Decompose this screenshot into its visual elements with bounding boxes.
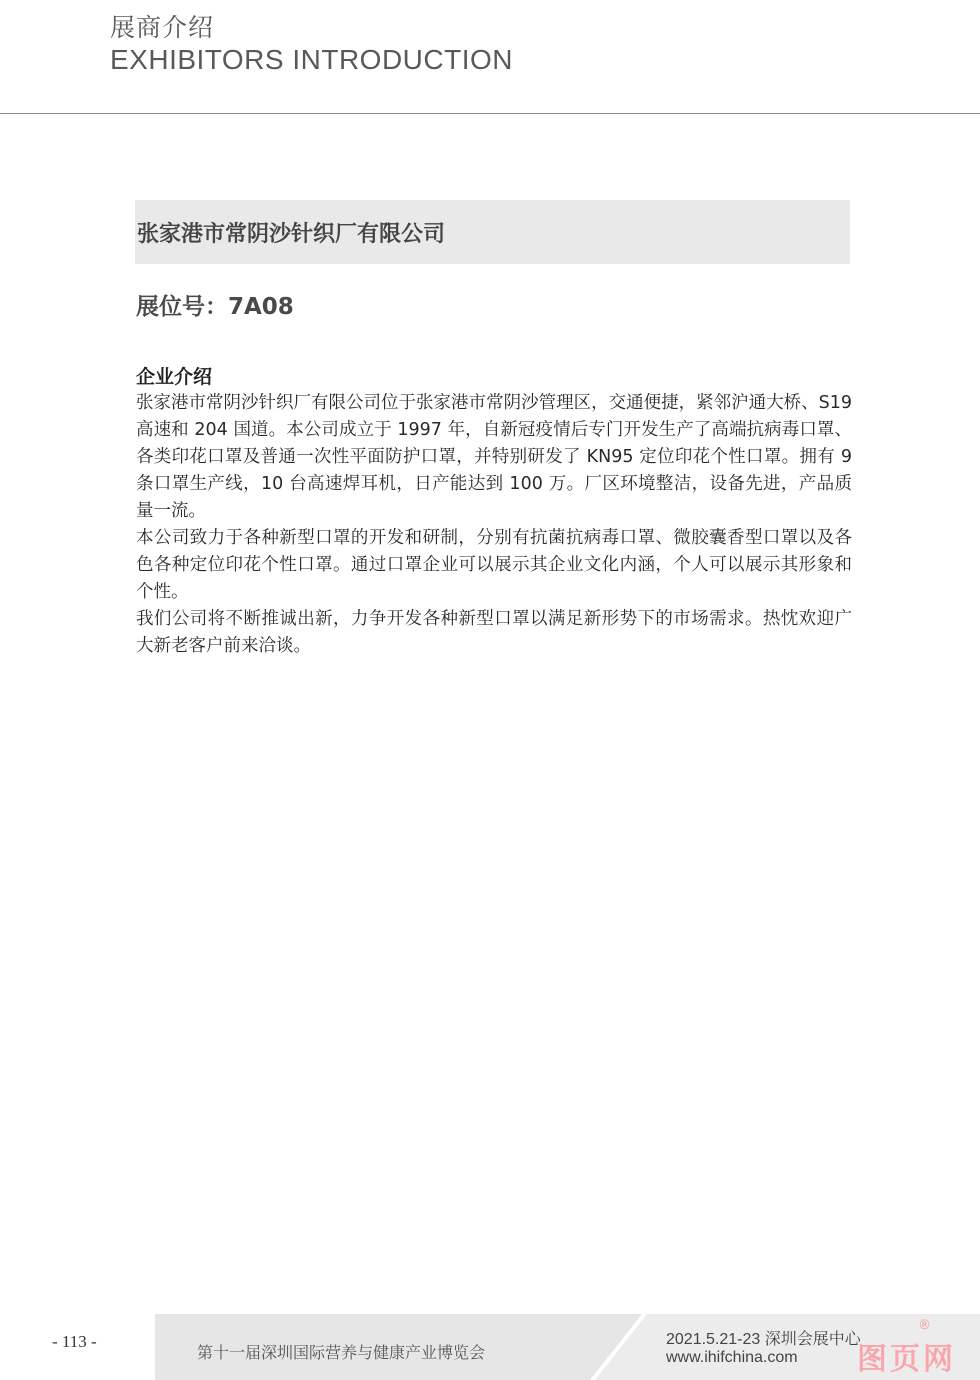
intro-paragraph: 张家港市常阴沙针织厂有限公司位于张家港市常阴沙管理区，交通便捷，紧邻沪通大桥、S19 高速和 204 国道。本公司成立于 1997 年，自新冠疫情后专门开发生产了高端抗病毒口罩、各类印花口罩及普通一次性平面防护口罩，并特别研发了 KN95 定位印花个性口罩。拥有 9 条口罩生产线，10 台高速焊耳机，日产能达到 100 万。厂区环境整洁，设备先进，产品质量一流。 bbox=[136, 393, 852, 521]
intro-body bbox=[136, 390, 852, 660]
header-divider bbox=[0, 113, 980, 114]
expo-name: 第十一届深圳国际营养与健康产业博览会 bbox=[197, 1343, 486, 1362]
company-name-band bbox=[135, 200, 850, 264]
company-name: 张家港市常阴沙针织厂有限公司 bbox=[137, 222, 446, 247]
expo-website: www.ihifchina.com bbox=[666, 1349, 798, 1366]
watermark-logo: 图页网 bbox=[857, 1342, 956, 1377]
expo-date-venue: 2021.5.21-23 深圳会展中心 bbox=[666, 1331, 861, 1348]
intro-paragraph: 本公司致力于各种新型口罩的开发和研制，分别有抗菌抗病毒口罩、微胶囊香型口罩以及各色各种定位印花个性口罩。通过口罩企业可以展示其企业文化内涵，个人可以展示其形象和个性。 bbox=[136, 528, 852, 602]
intro-paragraph: 我们公司将不断推诚出新，力争开发各种新型口罩以满足新形势下的市场需求。热忱欢迎广大新老客户前来洽谈。 bbox=[136, 609, 852, 656]
section-title-en: EXHIBITORS INTRODUCTION bbox=[110, 44, 514, 75]
intro-heading: 企业介绍 bbox=[136, 366, 213, 388]
registered-mark-icon: ® bbox=[918, 1318, 931, 1333]
booth-number: 展位号：7A08 bbox=[136, 294, 294, 320]
page-number: - 113 - bbox=[52, 1332, 97, 1351]
section-title-cn: 展商介绍 bbox=[110, 13, 215, 42]
